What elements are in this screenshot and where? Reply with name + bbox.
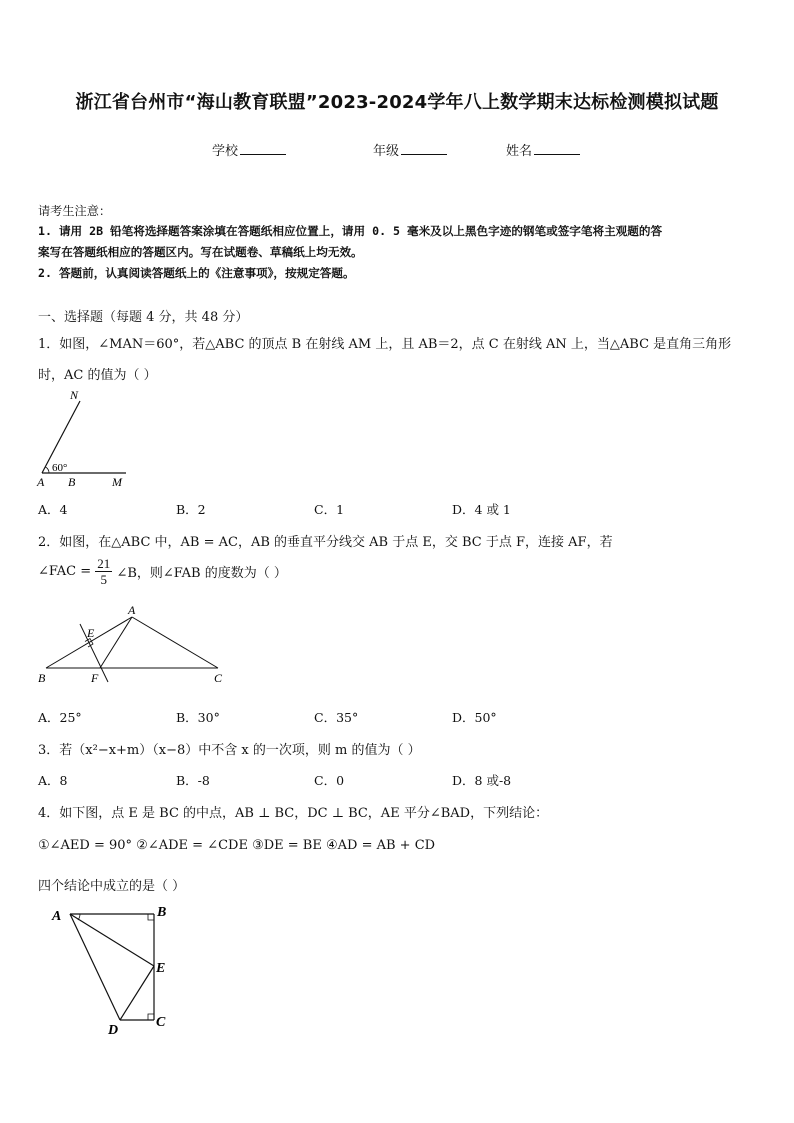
q2-text-line-2 [38,556,287,587]
label-a: A [37,475,45,489]
angle-arc [46,467,50,473]
notice-line-2: 案写在答题纸相应的答题区内。写在试题卷、草稿纸上均无效。 [38,245,363,259]
q3-option-d[interactable]: D．8 或-8 [452,773,512,788]
right-angle-b [148,914,154,920]
q3-text-line-1: 3．若（x²−x+m）（x−8）中不含 x 的一次项，则 m 的值为（ ） [38,743,421,758]
grade-blank[interactable] [401,142,447,155]
label-n: N [70,388,79,402]
q1-text-line-1: 1．如图，∠MAN＝60°，若△ABC 的顶点 B 在射线 AM 上，且 AB＝2，点 C 在射线 AN 上，当△ABC 是直角三角形 [38,337,732,352]
school-blank[interactable] [240,142,286,155]
label-f: F [91,671,99,685]
q1-figure [32,385,142,491]
label-e: E [87,626,95,640]
q2-option-a[interactable]: A．25° [38,710,82,725]
angle-arc-a [78,914,80,920]
page-title: 浙江省台州市“海山教育联盟”2023-2024学年八上数学期末达标检测模拟试题 [75,92,719,113]
segment-ac [132,617,218,668]
q1-option-a[interactable]: A．4 [38,502,68,517]
q4-figure [46,898,176,1040]
label-m: M [112,475,122,489]
q4-conclusions: ①∠AED = 90° ②∠ADE = ∠CDE ③DE = BE ④AD = AB + CD [38,838,436,853]
label-a: A [52,909,62,924]
q3-option-a[interactable]: A．8 [38,773,68,788]
q3-option-b[interactable]: B．-8 [176,773,210,788]
grade-field[interactable] [373,140,447,159]
q2-option-b[interactable]: B．30° [176,710,220,725]
segment-af [100,617,132,668]
q2-fraction-numerator: 21 [97,556,111,571]
q2-option-d[interactable]: D．50° [452,710,497,725]
q2-line-2-prefix: ∠FAC = [38,564,92,579]
label-angle: 60° [52,462,68,474]
school-label: 学校 [212,144,239,159]
notice-line-3: 2. 答题前，认真阅读答题纸上的《注意事项》，按规定答题。 [38,266,355,280]
q3-option-c[interactable]: C．0 [314,773,345,788]
section-heading: 一、选择题（每题 4 分，共 48 分） [38,310,249,325]
q4-text-line-1: 4．如下图，点 E 是 BC 的中点，AB ⊥ BC，DC ⊥ BC，AE 平分∠BAD，下列结论： [38,806,549,821]
q2-fraction [95,556,112,587]
q1-option-c[interactable]: C．1 [314,502,345,517]
q4-text-line-3: 四个结论中成立的是（ ） [38,879,186,894]
label-c: C [214,671,223,685]
q1-option-d[interactable]: D．4 或 1 [452,502,511,517]
q2-figure [34,602,234,690]
notice-line-1: 1. 请用 2B 铅笔将选择题答案涂填在答题纸相应位置上，请用 0. 5 毫米及以上黑色字迹的钢笔或签字笔将主观题的答 [38,224,663,238]
label-e: E [156,961,166,976]
name-blank[interactable] [534,142,580,155]
label-d: D [108,1023,119,1038]
q2-fraction-denominator: 5 [100,572,108,587]
q2-line-2-suffix: ∠B，则∠FAB 的度数为（ ） [116,566,287,581]
q2-text-line-1: 2．如图，在△ABC 中，AB = AC，AB 的垂直平分线交 AB 于点 E，交 BC 于点 F，连接 AF，若 [38,535,613,550]
label-b: B [68,475,76,489]
right-angle-c [148,1014,154,1020]
school-field[interactable] [212,140,286,159]
label-c: C [156,1015,166,1030]
grade-label: 年级 [373,144,400,159]
label-b: B [38,671,46,685]
q2-option-c[interactable]: C．35° [314,710,359,725]
name-label: 姓名 [506,144,533,159]
q1-text-line-2: 时，AC 的值为（ ） [38,368,157,383]
segment-de [120,966,154,1020]
notice-heading: 请考生注意： [38,204,112,218]
label-b: B [157,905,167,920]
q1-option-b[interactable]: B．2 [176,502,206,517]
label-a: A [128,603,136,617]
name-field[interactable] [506,140,580,159]
